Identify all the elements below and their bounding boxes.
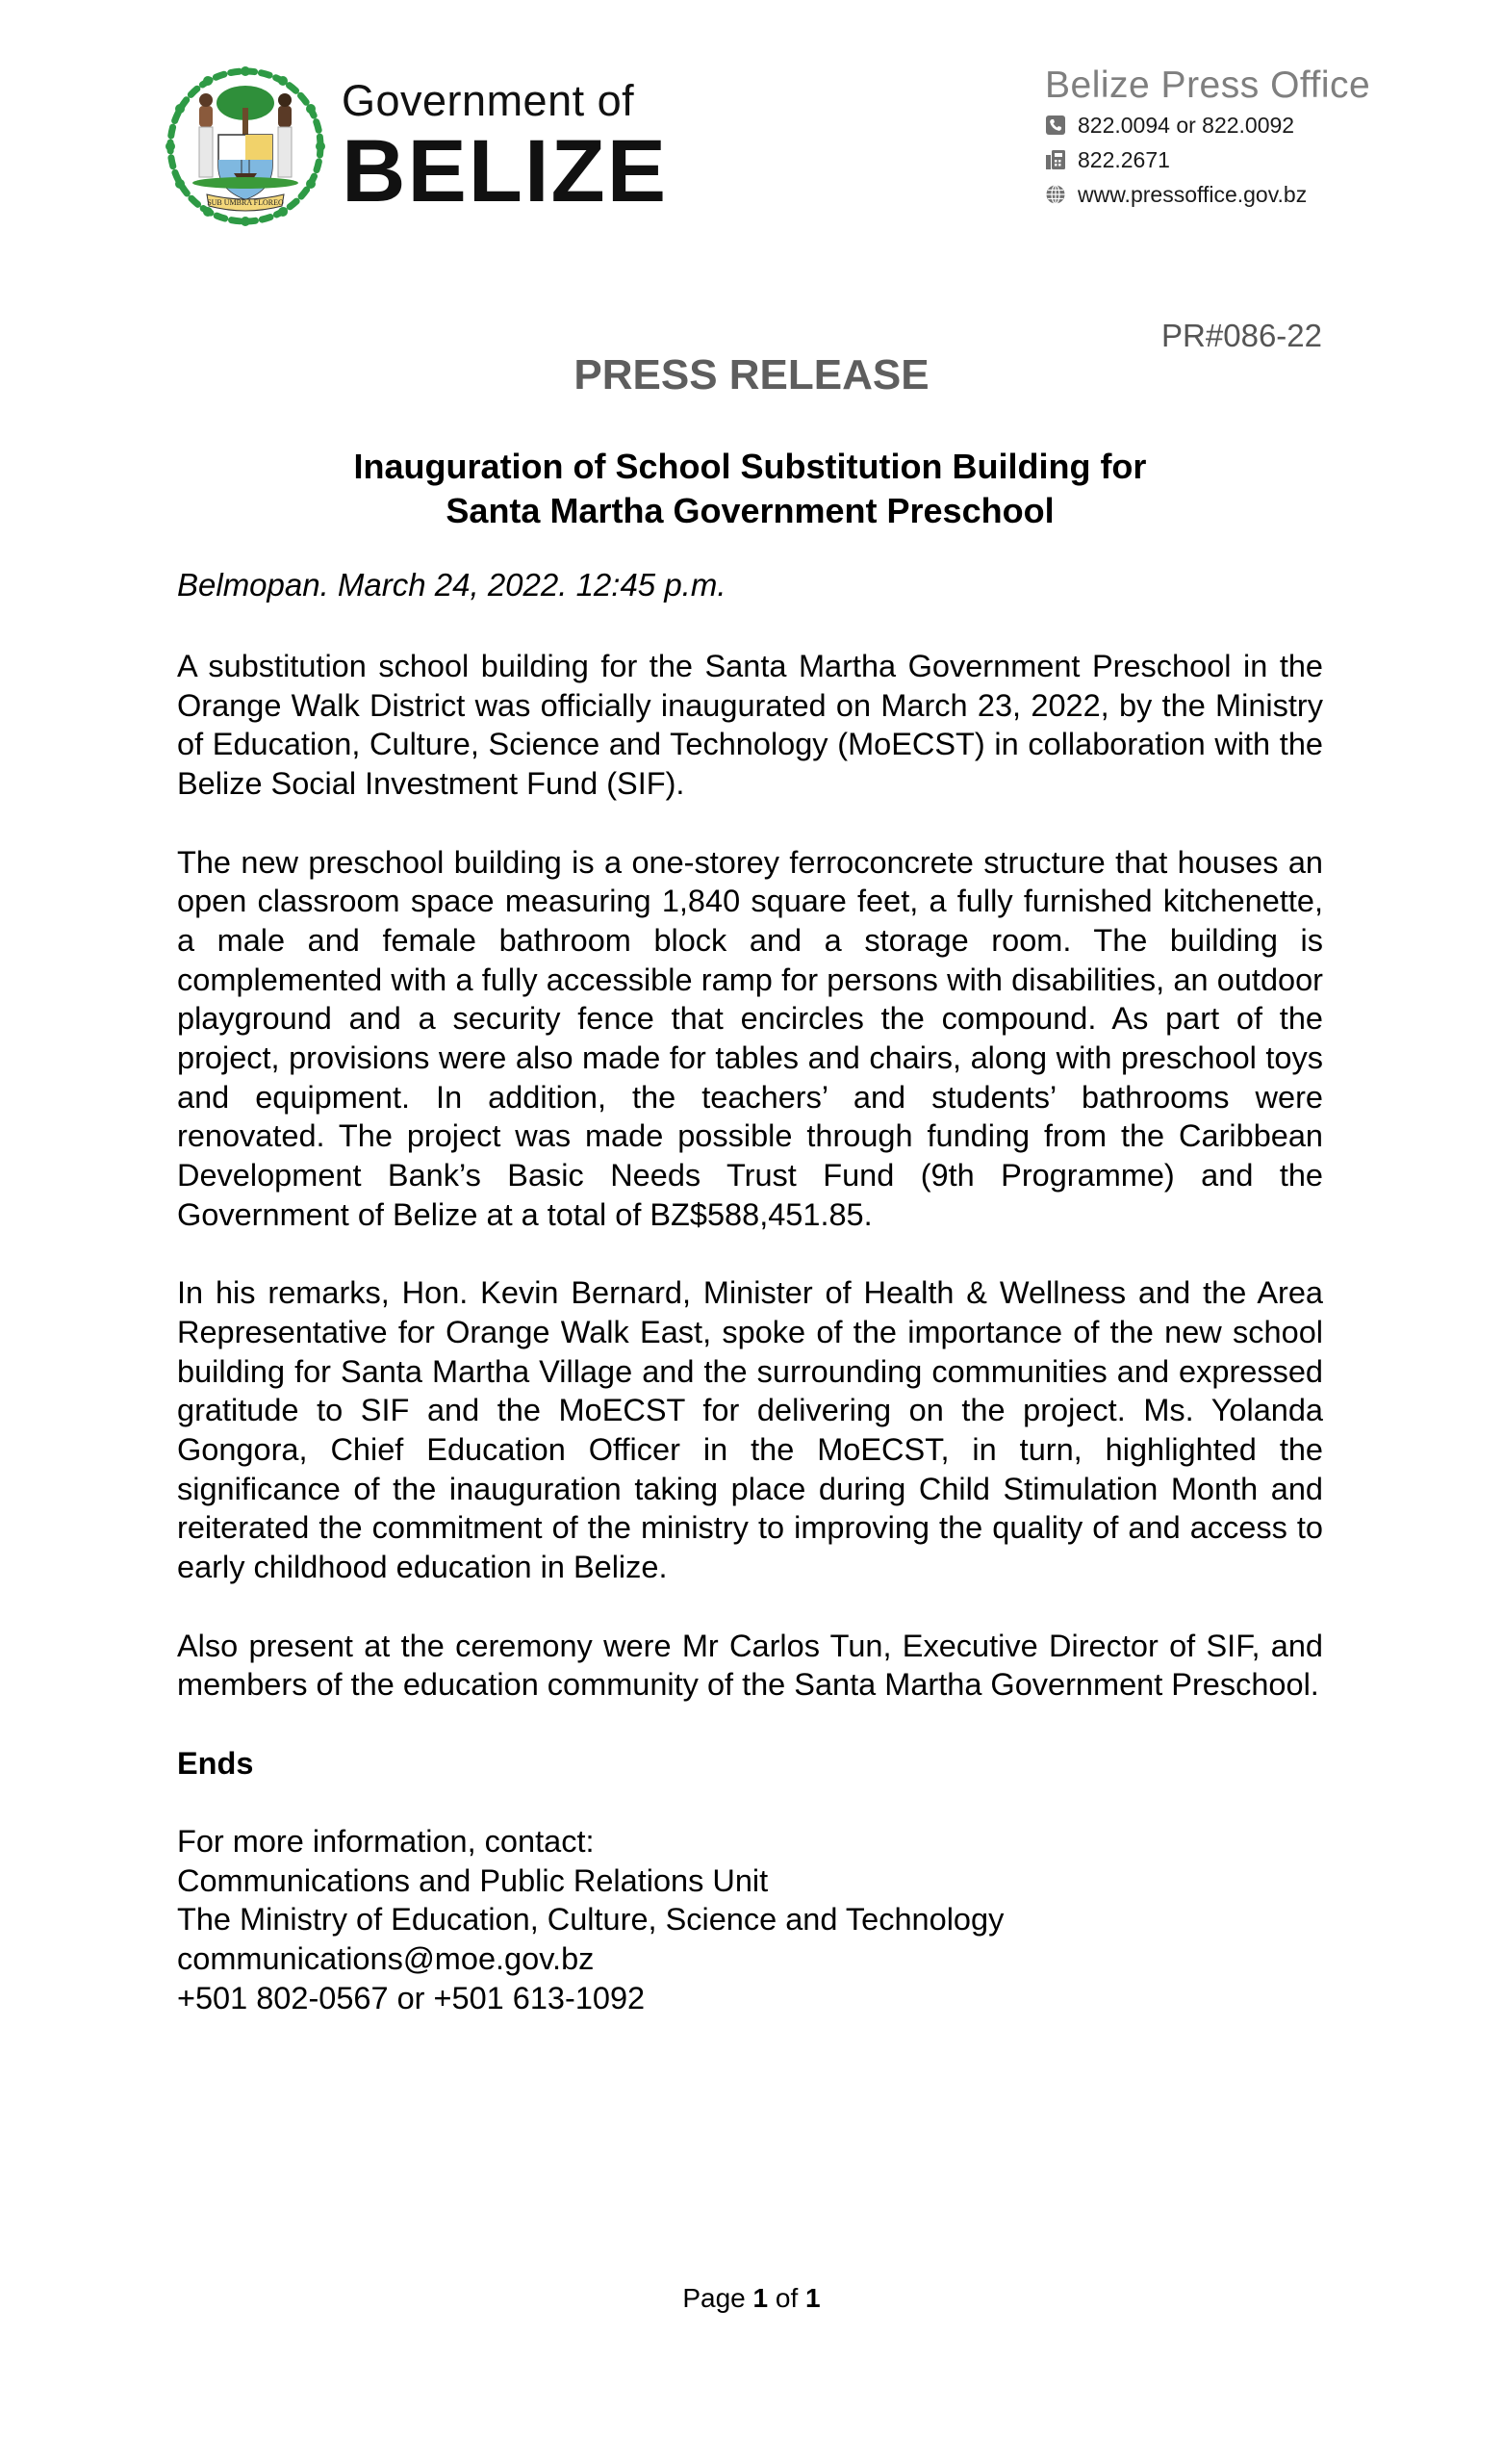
contact-intro: For more information, contact: bbox=[177, 1824, 595, 1860]
belize-coat-of-arms-icon bbox=[159, 60, 332, 233]
ends-marker: Ends bbox=[177, 1745, 254, 1781]
contact-unit: Communications and Public Relations Unit bbox=[177, 1862, 769, 1898]
press-office-fax: 822.2671 bbox=[1078, 147, 1170, 172]
headline-line2: Santa Martha Government Preschool bbox=[446, 491, 1055, 530]
total-pages-number: 1 bbox=[805, 2283, 821, 2313]
press-release-label-text: PRESS RELEASE bbox=[573, 351, 930, 398]
press-office-website-row bbox=[1045, 177, 1370, 212]
page-footer bbox=[0, 2283, 1503, 2314]
contact-phones: +501 802-0567 or +501 613-1092 bbox=[177, 1980, 646, 2015]
body-text bbox=[177, 647, 1323, 2018]
press-office-contact bbox=[1045, 64, 1370, 212]
paragraph-intro: A substitution school building for the Santa Martha Government Preschool in the Orange Walk District was officially inaugurated on March 23, 2022, by the Ministry of Education, Culture, Science and Technology (MoECST) in collaboration with the Belize Social Investment Fund (SIF). bbox=[177, 649, 1323, 802]
government-wordmark bbox=[342, 76, 669, 220]
dateline: Belmopan. March 24, 2022. 12:45 p.m. bbox=[177, 567, 726, 603]
contact-block bbox=[177, 1822, 1323, 2018]
press-office-phone-row bbox=[1045, 108, 1370, 142]
page-word: Page bbox=[682, 2283, 746, 2313]
press-release-label bbox=[0, 351, 1503, 399]
globe-icon bbox=[1045, 184, 1066, 205]
of-word: of bbox=[775, 2283, 799, 2313]
press-office-title: Belize Press Office bbox=[1045, 64, 1371, 106]
wordmark-line2: BELIZE bbox=[342, 122, 669, 220]
phone-icon bbox=[1045, 115, 1066, 136]
press-release-number: PR#086-22 bbox=[1161, 318, 1322, 353]
fax-icon bbox=[1045, 149, 1066, 170]
wordmark-line1: Government of bbox=[342, 76, 635, 125]
paragraph-building-details: The new preschool building is a one-storey ferroconcrete structure that houses an open classroom space measuring 1,840 square feet, a fully furnished kitchenette, a male and female bathroom block and a storage room. The building is complemented with a fully accessible ramp for persons with disabilities, an outdoor playground and a security fence that encircles the compound. As part of the project, provisions were also made for tables and chairs, along with preschool toys and equipment. In addition, the teachers’ and students’ bathrooms were renovated. The project was made possible through funding from the Caribbean Development Bank’s Basic Needs Trust Fund (9th Programme) and the Government of Belize at a total of BZ$588,451.85. bbox=[177, 844, 1323, 1232]
press-office-phone: 822.0094 or 822.0092 bbox=[1078, 113, 1295, 138]
press-office-website[interactable]: www.pressoffice.gov.bz bbox=[1078, 182, 1308, 207]
paragraph-remarks: In his remarks, Hon. Kevin Bernard, Minister of Health & Wellness and the Area Representative for Orange Walk East, spoke of the importance of the new school building for Santa Martha Village and the surrounding communities and expressed gratitude to SIF and the MoECST for delivering on the project. Ms. Yolanda Gongora, Chief Education Officer in the MoECST, in turn, highlighted the significance of the inauguration taking place during Child Stimulation Month and reiterated the commitment of the ministry to improving the quality of and access to early childhood education in Belize. bbox=[177, 1275, 1323, 1585]
svg-text:SUB UMBRA FLOREO: SUB UMBRA FLOREO bbox=[207, 198, 284, 207]
paragraph-attendees: Also present at the ceremony were Mr Carlos Tun, Executive Director of SIF, and members of the education community of the Santa Martha Government Preschool. bbox=[177, 1628, 1323, 1703]
headline bbox=[177, 445, 1323, 533]
contact-ministry: The Ministry of Education, Culture, Science and Technology bbox=[177, 1902, 1005, 1938]
contact-email[interactable]: communications@moe.gov.bz bbox=[177, 1941, 595, 1977]
press-office-fax-row bbox=[1045, 142, 1370, 177]
headline-line1: Inauguration of School Substitution Building for bbox=[353, 447, 1147, 486]
current-page-number: 1 bbox=[752, 2283, 769, 2313]
